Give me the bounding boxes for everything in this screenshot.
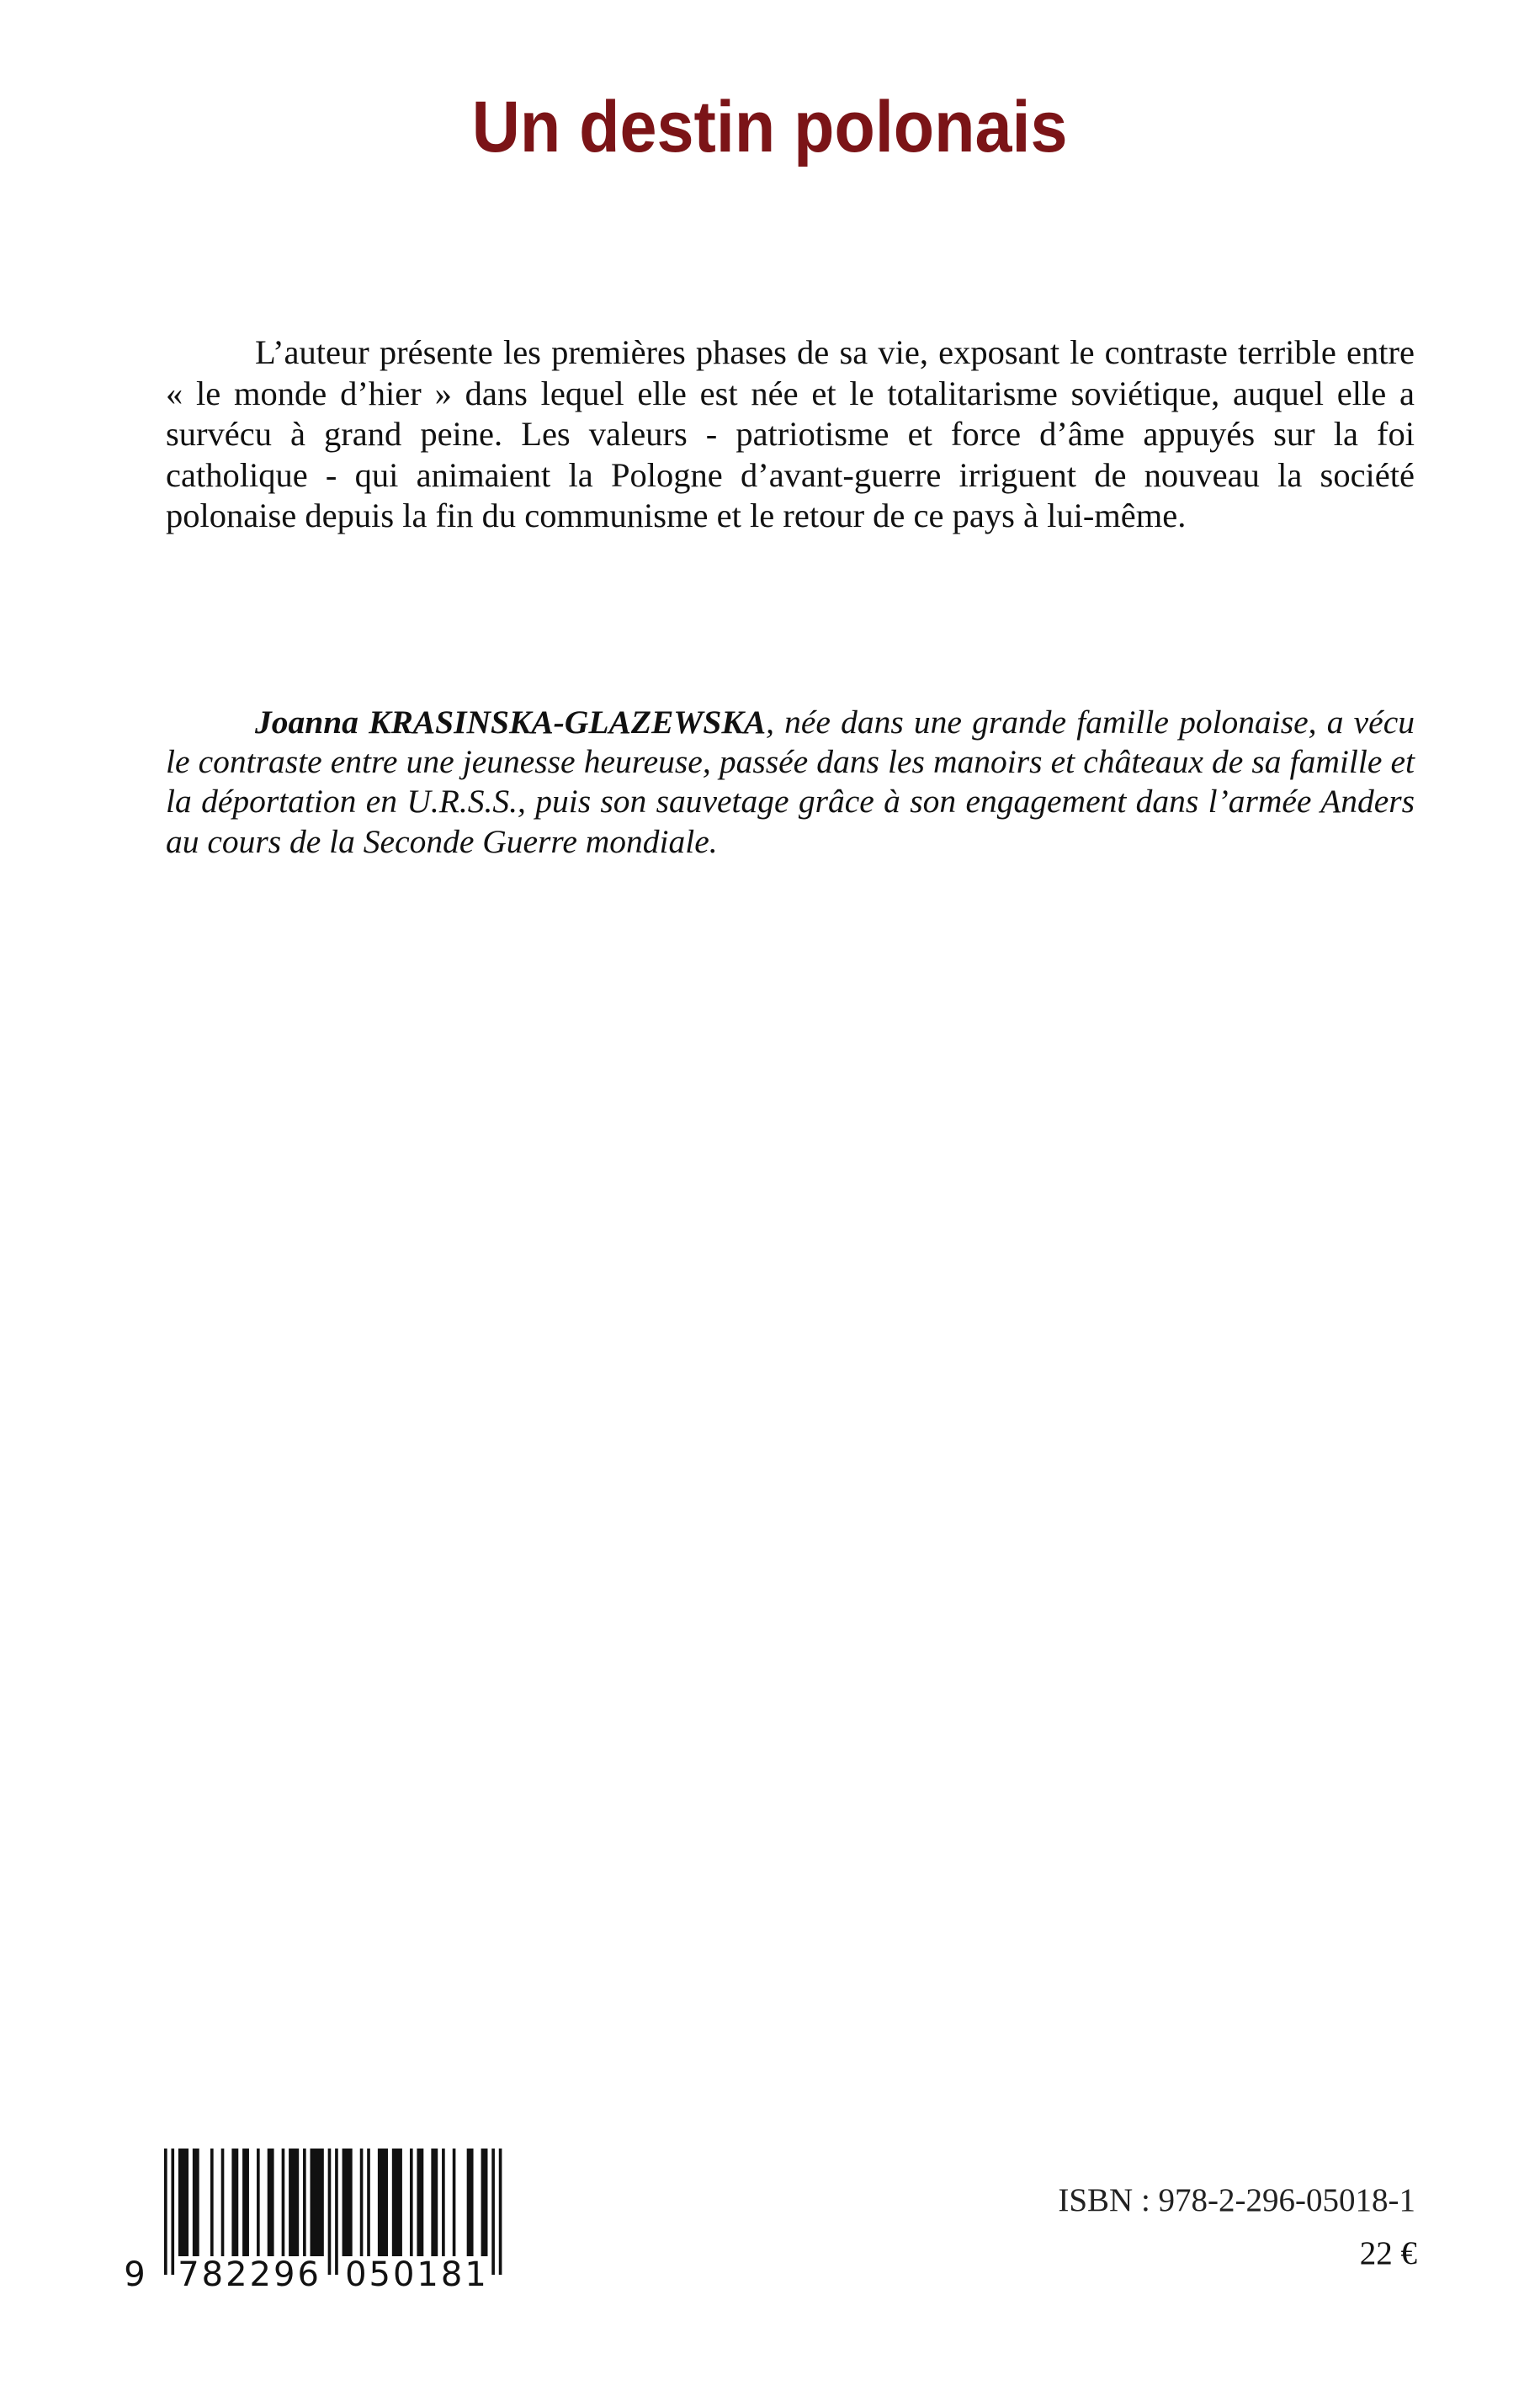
author-bio-text: , née dans une grande famille polonaise, a vécu le contraste entre une jeunesse heureuse, passée dans les manoirs et châteaux de sa famille et la déportation en U.R.S.S., puis son sauvetage grâce à son engagement dans l’armée Anders au cours de la Seconde Guerre mondiale.	[166, 704, 1415, 860]
isbn-barcode	[118, 2144, 513, 2296]
synopsis-paragraph: L’auteur présente les premières phases de sa vie, exposant le contraste terrible entre « le monde d’hier » dans lequel elle est née et le totalitarisme soviétique, auquel elle a survécu à grand peine. Les valeurs - patriotisme et force d’âme appuyés sur la foi catholique - qui animaient la Pologne d’avant-guerre irriguent de nouveau la société polonaise depuis la fin du communisme et le retour de ce pays à lui-même.	[166, 333, 1415, 535]
svg-text:9: 9	[124, 2255, 146, 2294]
author-bio-paragraph	[166, 703, 1415, 862]
price-label: 22 €	[1359, 2235, 1417, 2271]
svg-text:782296: 782296	[178, 2255, 321, 2294]
isbn-number: ISBN : 978-2-296-05018-1	[1058, 2182, 1415, 2218]
book-title: Un destin polonais	[471, 87, 1068, 167]
svg-text:050181: 050181	[345, 2255, 489, 2294]
barcode-icon	[118, 2144, 513, 2296]
author-name: Joanna KRASINSKA-GLAZEWSKA	[255, 704, 767, 741]
